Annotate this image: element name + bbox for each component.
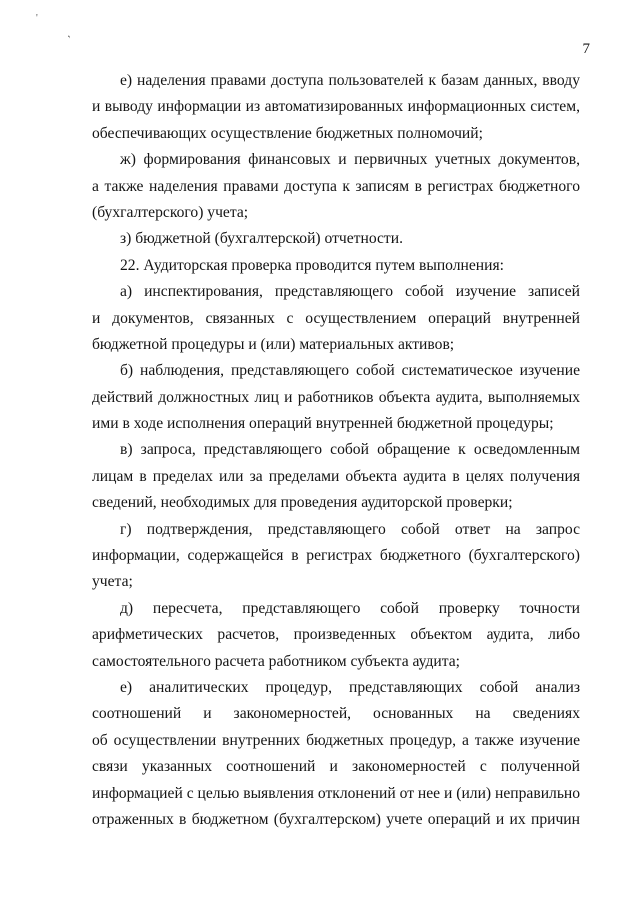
text-line: учета; <box>92 573 133 591</box>
scan-speck: ' <box>36 13 38 24</box>
text-line: 22. Аудиторская проверка проводится путем выполнения: <box>120 256 504 274</box>
text-line: лицам в пределах или за пределами объекта аудита в целях получения <box>92 467 580 485</box>
text-line: сведений, необходимых для проведения аудиторской проверки; <box>92 494 513 512</box>
text-line: (бухгалтерского) учета; <box>92 203 249 221</box>
text-line: е) наделения правами доступа пользователей к базам данных, вводу <box>120 72 580 89</box>
text-line: об осуществлении внутренних бюджетных процедур, а также изучение <box>92 731 580 749</box>
text-line: отраженных в бюджетном (бухгалтерском) учете операций и их причин <box>92 810 580 828</box>
text-line: ж) формирования финансовых и первичных учетных документов, <box>120 151 580 169</box>
text-line: д) пересчета, представляющего собой проверку точности <box>120 599 580 617</box>
text-line: самостоятельного расчета работником субъекта аудита; <box>92 652 460 670</box>
text-line: информации, содержащейся в регистрах бюджетного (бухгалтерского) <box>92 547 580 565</box>
text-line: е) аналитических процедур, представляющих собой анализ <box>120 678 580 696</box>
page-number: 7 <box>582 41 590 57</box>
text-line: в) запроса, представляющего собой обращение к осведомленным <box>120 441 580 459</box>
text-line: г) подтверждения, представляющего собой ответ на запрос <box>120 520 580 538</box>
text-line: б) наблюдения, представляющего собой систематическое изучение <box>120 362 580 380</box>
text-line: ими в ходе исполнения операций внутренней бюджетной процедуры; <box>92 415 554 433</box>
text-line: бюджетной процедуры и (или) материальных активов; <box>92 335 455 353</box>
text-line: а) инспектирования, представляющего собой изучение записей <box>120 283 580 301</box>
document-body <box>92 68 580 833</box>
text-line: и выводу информации из автоматизированных информационных систем, <box>92 98 580 116</box>
scan-speck: ‚ <box>62 29 73 40</box>
text-line: информацией с целью выявления отклонений от нее и (или) неправильно <box>92 784 581 802</box>
text-line: обеспечивающих осуществление бюджетных полномочий; <box>92 124 483 142</box>
text-line: з) бюджетной (бухгалтерской) отчетности. <box>120 230 403 248</box>
text-line: действий должностных лиц и работников объекта аудита, выполняемых <box>92 388 580 406</box>
text-line: арифметических расчетов, произведенных объектом аудита, либо <box>92 626 580 644</box>
text-line: связи указанных соотношений и закономерностей с полученной <box>92 758 580 776</box>
text-line: соотношений и закономерностей, основанных на сведениях <box>92 705 580 723</box>
text-line: а также наделения правами доступа к записям в регистрах бюджетного <box>92 177 580 195</box>
text-line: и документов, связанных с осуществлением операций внутренней <box>92 309 580 327</box>
